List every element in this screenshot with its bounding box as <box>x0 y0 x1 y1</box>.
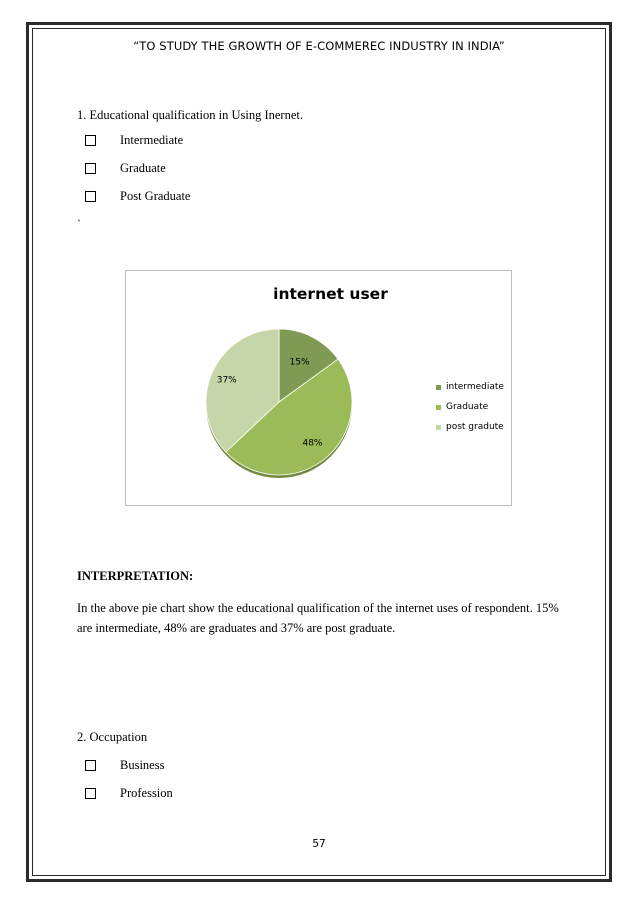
checkbox-icon[interactable] <box>85 163 96 174</box>
option-label: Graduate <box>120 161 166 175</box>
pie-data-label: 48% <box>302 438 323 449</box>
question-1-title: 1. Educational qualification in Using Inernet. <box>77 108 303 122</box>
legend-label: Graduate <box>446 402 489 412</box>
option-profession[interactable] <box>85 786 173 801</box>
checkbox-icon[interactable] <box>85 191 96 202</box>
checkbox-icon[interactable] <box>85 135 96 146</box>
interpretation-heading: INTERPRETATION: <box>77 569 194 583</box>
interpretation-text: In the above pie chart show the educational qualification of the internet uses of respondent. 15% are intermediate, 48% are graduates and 37% are post graduate. <box>77 601 559 635</box>
option-business[interactable] <box>85 758 164 773</box>
legend-label: intermediate <box>446 382 504 392</box>
option-label: Business <box>120 758 165 772</box>
stray-mark: ` <box>77 217 81 231</box>
legend-item-intermediate <box>436 377 504 397</box>
page-number: 57 <box>312 838 326 850</box>
legend-swatch <box>436 405 441 410</box>
page-header-title: “TO STUDY THE GROWTH OF E-COMMEREC INDUSTRY IN INDIA” <box>133 39 505 53</box>
pie-chart <box>125 270 512 506</box>
legend-swatch <box>436 425 441 430</box>
option-graduate[interactable] <box>85 161 166 176</box>
option-label: Intermediate <box>120 133 184 147</box>
question-2-title: 2. Occupation <box>77 730 148 744</box>
chart-legend <box>436 377 504 437</box>
legend-item-graduate <box>436 397 504 417</box>
pie-data-label: 37% <box>216 375 237 386</box>
option-label: Profession <box>120 786 173 800</box>
option-post-graduate[interactable] <box>85 189 190 204</box>
legend-swatch <box>436 385 441 390</box>
legend-item-post-graduate <box>436 417 504 437</box>
chart-title: internet user <box>273 285 388 303</box>
checkbox-icon[interactable] <box>85 760 96 771</box>
option-intermediate[interactable] <box>85 133 183 148</box>
checkbox-icon[interactable] <box>85 788 96 799</box>
legend-label: post gradute <box>446 422 504 432</box>
option-label: Post Graduate <box>120 189 191 203</box>
pie-data-label: 15% <box>289 357 310 368</box>
